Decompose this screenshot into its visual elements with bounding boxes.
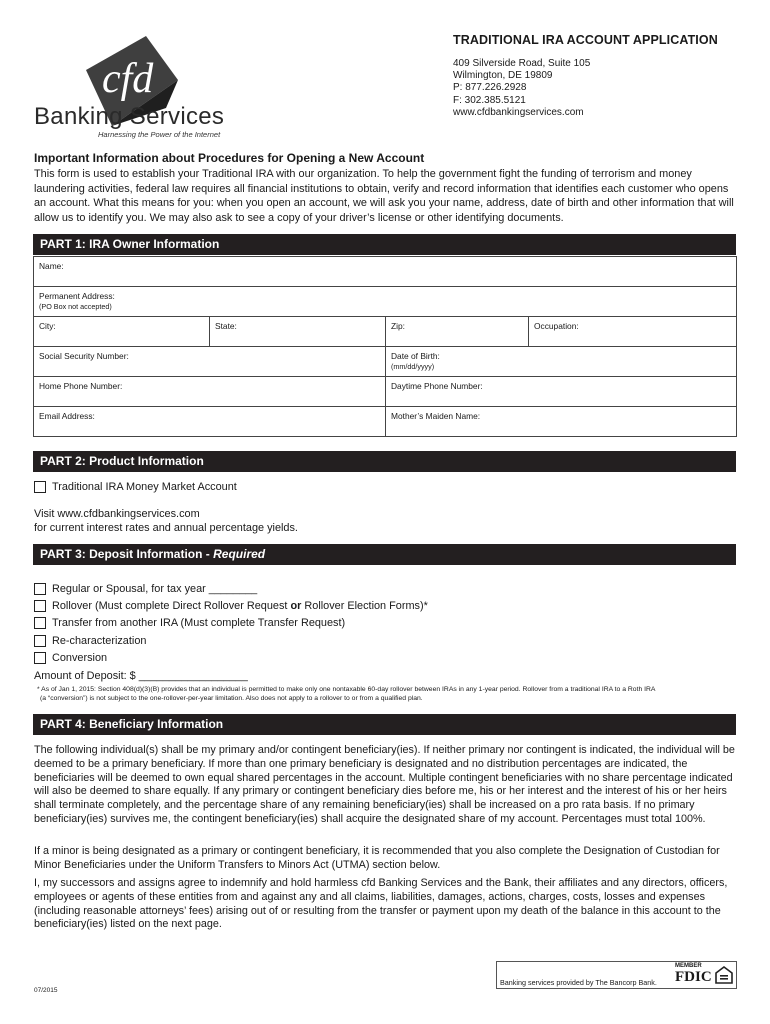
part2-header: PART 2: Product Information — [33, 451, 736, 472]
daytime-phone-label: Daytime Phone Number: — [391, 381, 483, 391]
checkbox[interactable] — [34, 600, 46, 612]
ssn-field[interactable] — [34, 347, 386, 377]
zip-field[interactable] — [386, 317, 529, 347]
intro-title: Important Information about Procedures for Opening a New Account — [34, 151, 425, 165]
occupation-field[interactable] — [529, 317, 737, 347]
beneficiary-paragraph-1: The following individual(s) shall be my primary and/or contingent beneficiary(ies). If neither primary nor contingent is indicated, the individual will be deemed to be a primary beneficiary. If more than one primary beneficiary is designated and no distribution percentages are indicated, the beneficiaries will be deemed to own equal shared percentages in the account. Multiple contingent beneficiaries with no share percentage indicated will also be deemed to share equally. If any primary or contingent beneficiary dies before me, his or her interest and the interest of his or her heirs shall terminate completely, and the percentage share of any remaining beneficiary(ies) shall be increased on a pro rata basis. If no primary beneficiary(ies) survives me, the contingent beneficiary(ies) shall acquire the designated share of my account. Percentages must total 100%. — [34, 744, 735, 825]
state-field[interactable] — [210, 317, 386, 347]
name-field[interactable] — [34, 257, 737, 287]
conversion-option[interactable] — [34, 652, 107, 664]
fdic-member-label: MEMBER — [675, 963, 702, 969]
rollover-footnote-line1: * As of Jan 1, 2015: Section 408(d)(3)(B) provides that an individual is permitted to make only one nontaxable 60-day rollover between IRAs in any 1-year period. Rollover from a traditional IRA to a Roth IRA — [37, 686, 656, 693]
permanent-address-label: Permanent Address: — [39, 291, 115, 301]
maiden-name-field[interactable] — [386, 407, 737, 437]
phone-line: P: 877.226.2928 — [453, 82, 527, 94]
owner-info-table — [33, 256, 737, 437]
home-phone-field[interactable] — [34, 377, 386, 407]
option-label: Conversion — [52, 652, 108, 664]
fdic-logo: FDIC — [675, 969, 712, 985]
home-phone-label: Home Phone Number: — [39, 381, 123, 391]
part3-title: PART 3: Deposit Information - — [40, 547, 214, 561]
form-title: TRADITIONAL IRA ACCOUNT APPLICATION — [453, 33, 718, 47]
transfer-option[interactable] — [34, 617, 345, 629]
visit-line: Visit www.cfdbankingservices.com — [34, 508, 200, 520]
logo-tagline: Harnessing the Power of the Internet — [98, 130, 221, 139]
part3-header — [33, 544, 736, 565]
form-revision-date: 07/2015 — [34, 987, 58, 994]
recharacterization-option[interactable] — [34, 635, 146, 647]
logo-name: Banking Services — [34, 103, 225, 130]
option-label: Regular or Spousal, for tax year ________ — [52, 583, 258, 595]
fax-line: F: 302.385.5121 — [453, 94, 526, 106]
option-label: Re-characterization — [52, 635, 147, 647]
option-label: Traditional IRA Money Market Account — [52, 481, 237, 493]
required-label: Required — [213, 547, 266, 561]
ssn-label: Social Security Number: — [39, 351, 129, 361]
money-market-option[interactable] — [34, 481, 237, 493]
dob-label: Date of Birth: — [391, 351, 440, 361]
beneficiary-paragraph-2: If a minor is being designated as a primary or contingent beneficiary, it is recommended that you also complete the Designation of Custodian for Minor Beneficiaries under the Uniform Transfers to Minors Act (UTMA) section below. — [34, 845, 720, 871]
occupation-label: Occupation: — [534, 321, 579, 331]
city-label: City: — [39, 321, 56, 331]
rates-line: for current interest rates and annual percentage yields. — [34, 522, 298, 534]
beneficiary-paragraph-3: I, my successors and assigns agree to indemnify and hold harmless cfd Banking Services and the Bank, their affiliates and any directors, officers, employees or agents of these entities from and against any and all claims, liabilities, damages, actions, charges, costs, losses and expenses (including reasonable attorneys’ fees) arising out of or resulting from the transfer or payment upon my death of the balance in this account to the beneficiary(ies) listed on the next page. — [34, 877, 728, 931]
amount-of-deposit[interactable]: Amount of Deposit: $ __________________ — [34, 670, 248, 682]
regular-spousal-option[interactable] — [34, 583, 257, 595]
website-line: www.cfdbankingservices.com — [453, 106, 584, 118]
checkbox[interactable] — [34, 583, 46, 595]
logo-mark: cfd — [102, 56, 154, 102]
state-label: State: — [215, 321, 237, 331]
zip-label: Zip: — [391, 321, 405, 331]
daytime-phone-field[interactable] — [386, 377, 737, 407]
contact-address — [453, 58, 590, 119]
dob-field[interactable] — [386, 347, 737, 377]
equal-housing-lender-icon — [714, 965, 734, 985]
email-label: Email Address: — [39, 411, 95, 421]
bank-disclosure: Banking services provided by The Bancorp Bank. — [500, 978, 657, 987]
checkbox[interactable] — [34, 617, 46, 629]
rollover-footnote-line2: (a “conversion”) is not subject to the one-rollover-per-year limitation. Also does not apply to a rollover to or from a qualified plan. — [40, 695, 423, 702]
address-line: Wilmington, DE 19809 — [453, 70, 553, 82]
option-label: Transfer from another IRA (Must complete Transfer Request) — [52, 617, 346, 629]
part4-header: PART 4: Beneficiary Information — [33, 714, 736, 735]
checkbox[interactable] — [34, 481, 46, 493]
permanent-address-field[interactable] — [34, 287, 737, 317]
part1-header: PART 1: IRA Owner Information — [33, 234, 736, 255]
rollover-option[interactable] — [34, 600, 428, 612]
name-label: Name: — [39, 261, 64, 271]
address-line: 409 Silverside Road, Suite 105 — [453, 58, 591, 69]
city-field[interactable] — [34, 317, 210, 347]
checkbox[interactable] — [34, 635, 46, 647]
checkbox[interactable] — [34, 652, 46, 664]
po-box-note: (PO Box not accepted) — [39, 302, 112, 311]
maiden-name-label: Mother’s Maiden Name: — [391, 411, 481, 421]
option-label: Rollover (Must complete Direct Rollover Request or Rollover Election Forms)* — [52, 600, 428, 612]
intro-body: This form is used to establish your Traditional IRA with our organization. To help the government fight the funding of terrorism and money laundering activities, federal law requires all financial institutions to obtain, verify and record information that identifies each customer who opens an account. What this means for you: when you open an account, we will ask you your name, address, date of birth and other information that will allow us to identify you. We may also ask to see a copy of your driver’s license or other identifying documents. — [34, 168, 734, 224]
email-field[interactable] — [34, 407, 386, 437]
dob-format: (mm/dd/yyyy) — [391, 362, 435, 371]
